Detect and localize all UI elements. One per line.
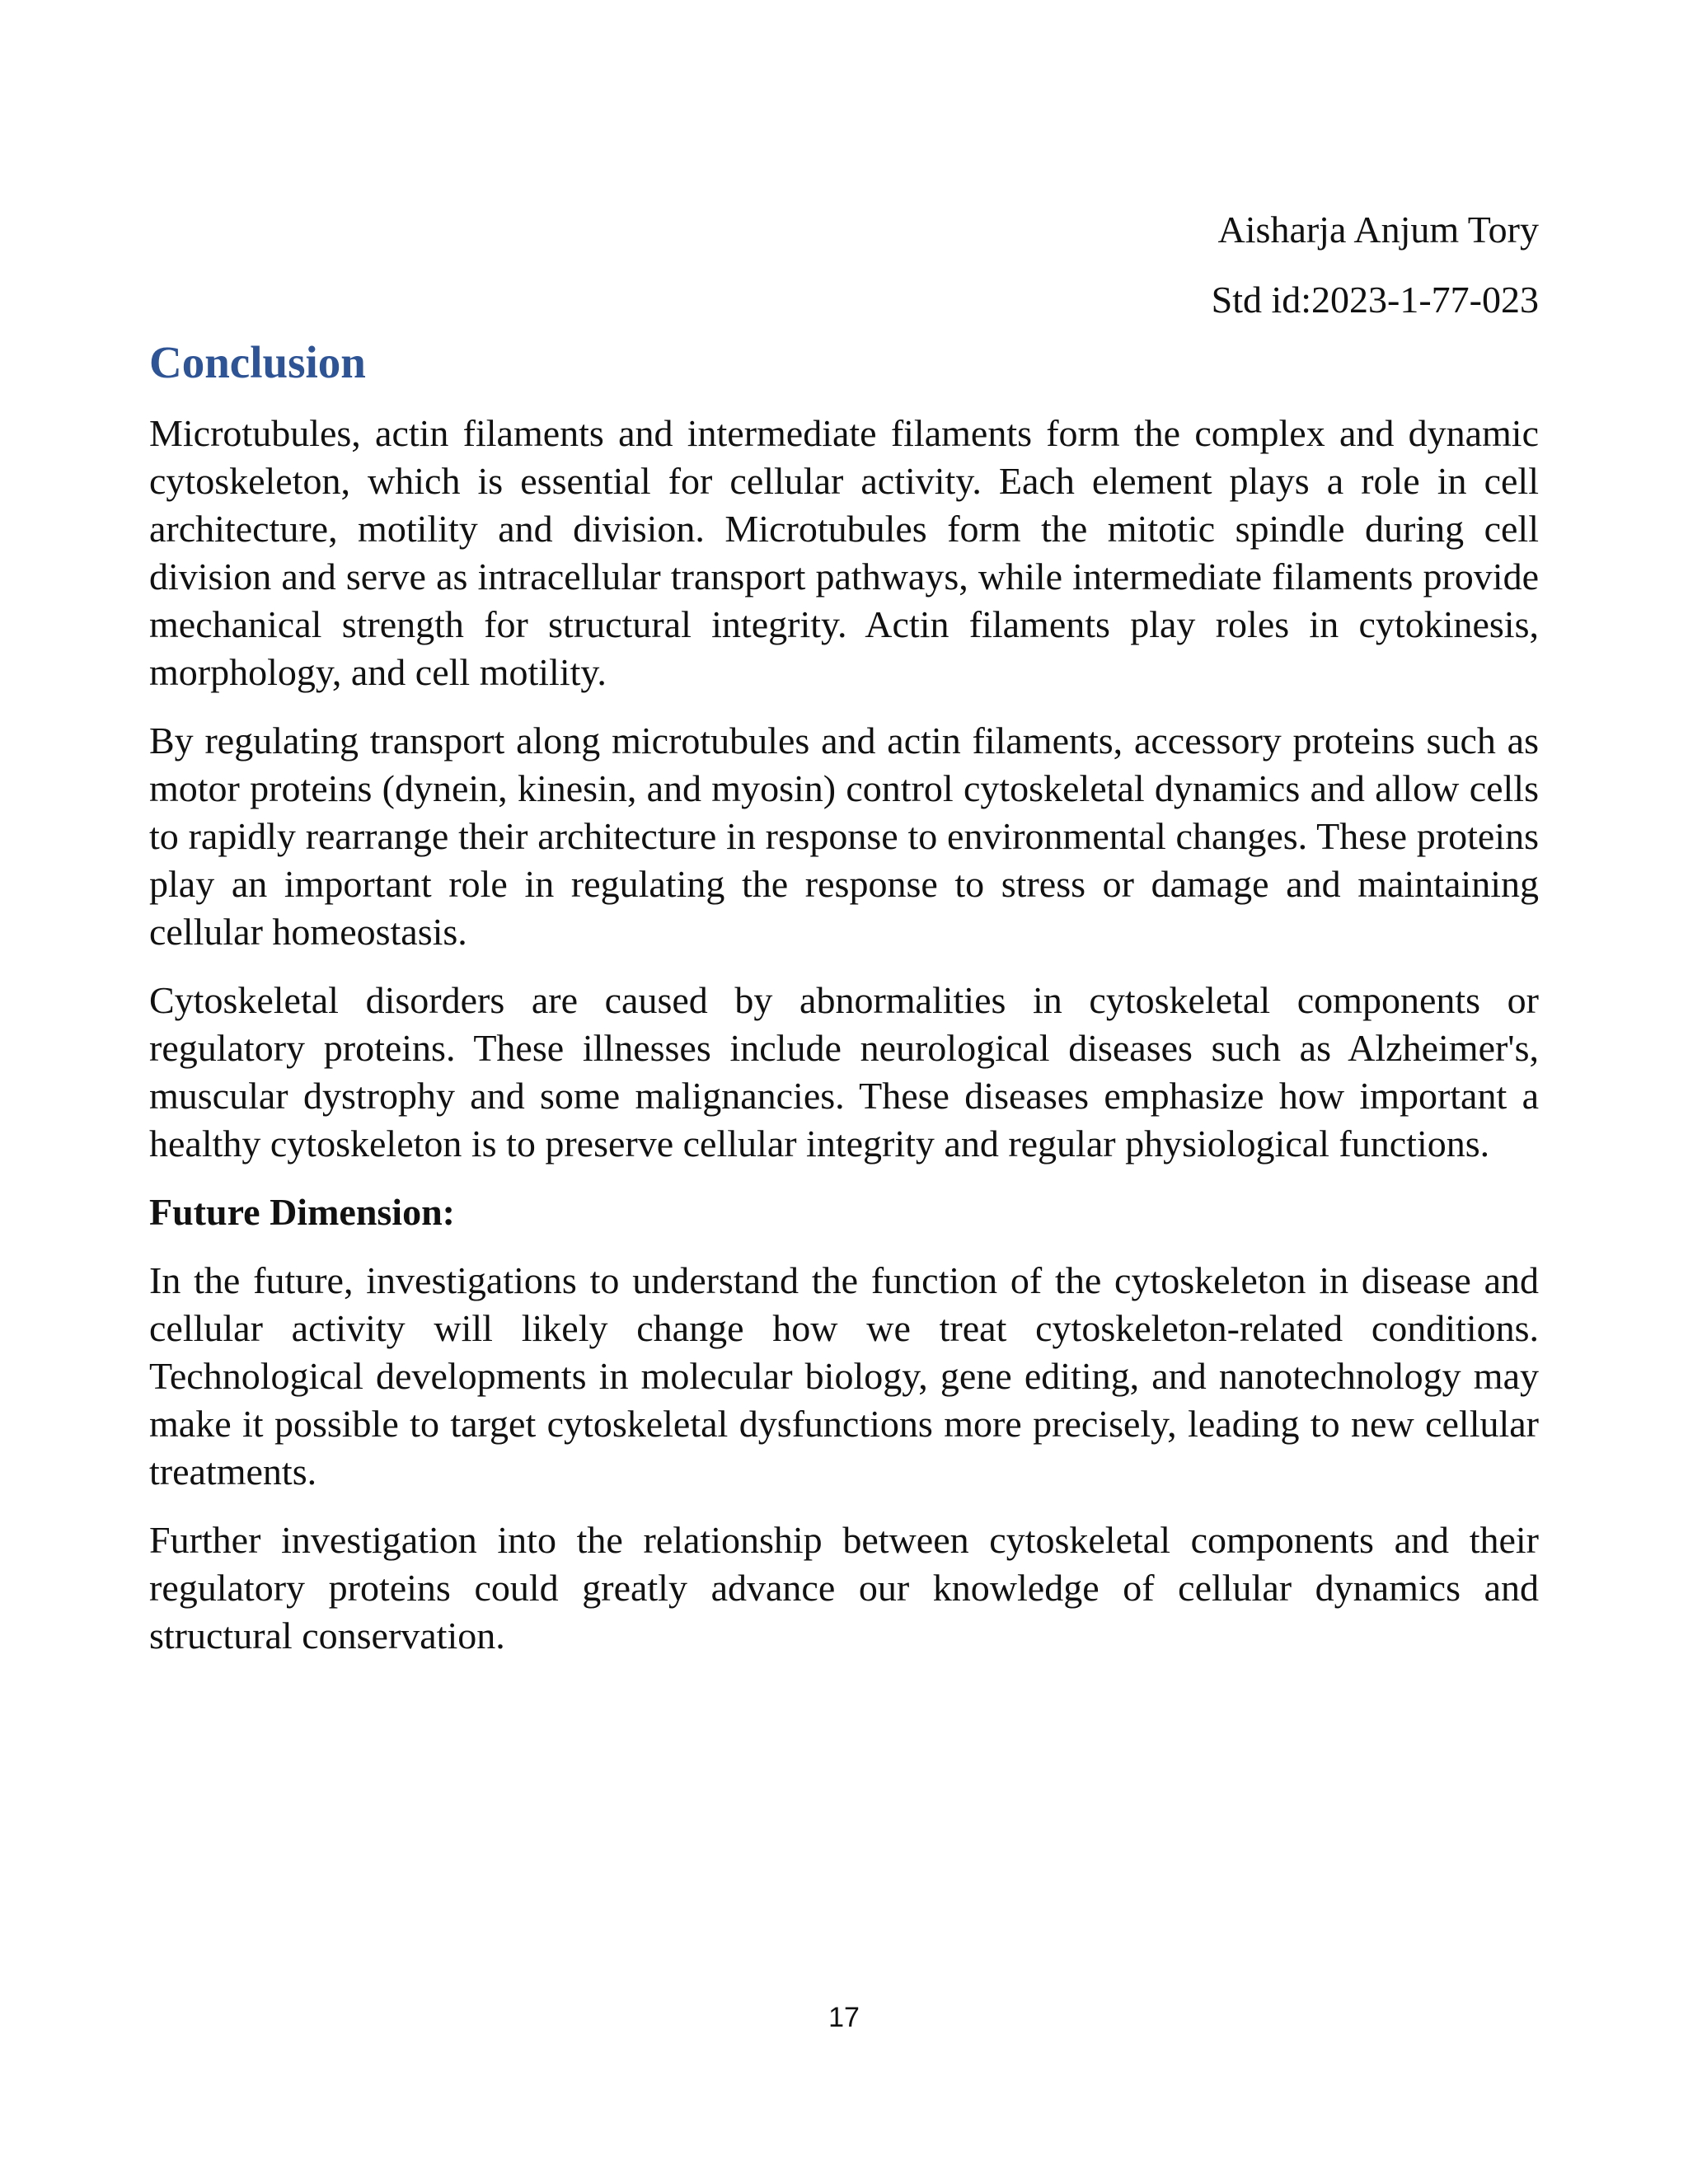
document-page [149,0,1539,2184]
author-block [1212,194,1539,335]
conclusion-heading: Conclusion [149,337,366,387]
conclusion-paragraph-2: By regulating transport along microtubules and actin filaments, accessory proteins such as motor proteins (dynein, kinesin, and myosin) control cytoskeletal dynamics and allow cells to rapidly rearrange their architecture in response to environmental changes. These proteins play an important role in regulating the response to stress or damage and maintaining cellular homeostasis. [149,719,1539,953]
body-text [149,410,1539,1680]
future-paragraph-2: Further investigation into the relationship between cytoskeletal components and their regulatory proteins could greatly advance our knowledge of cellular dynamics and structural conservation. [149,1519,1539,1657]
conclusion-paragraph-1: Microtubules, actin filaments and intermediate filaments form the complex and dynamic cytoskeleton, which is essential for cellular activity. Each element plays a role in cell architecture, motility and division. Microtubules form the mitotic spindle during cell division and serve as intracellular transport pathways, while intermediate filaments provide mechanical strength for structural integrity. Actin filaments play roles in cytokinesis, morphology, and cell motility. [149,412,1539,693]
future-dimension-heading: Future Dimension: [149,1191,455,1233]
student-id: Std id:2023-1-77-023 [1211,279,1539,321]
future-paragraph-1: In the future, investigations to understand the function of the cytoskeleton in disease and cellular activity will likely change how we treat cytoskeleton-related conditions. Technological developments in molecular biology, gene editing, and nanotechnology may make it possible to target cytoskeletal dysfunctions more precisely, leading to new cellular treatments. [149,1259,1539,1493]
author-name: Aisharja Anjum Tory [1217,209,1539,251]
page-number: 17 [828,2002,860,2033]
conclusion-paragraph-3: Cytoskeletal disorders are caused by abnormalities in cytoskeletal components or regulatory proteins. These illnesses include neurological diseases such as Alzheimer's, muscular dystrophy and some malignancies. These diseases emphasize how important a healthy cytoskeleton is to preserve cellular integrity and regular physiological functions. [149,979,1539,1165]
